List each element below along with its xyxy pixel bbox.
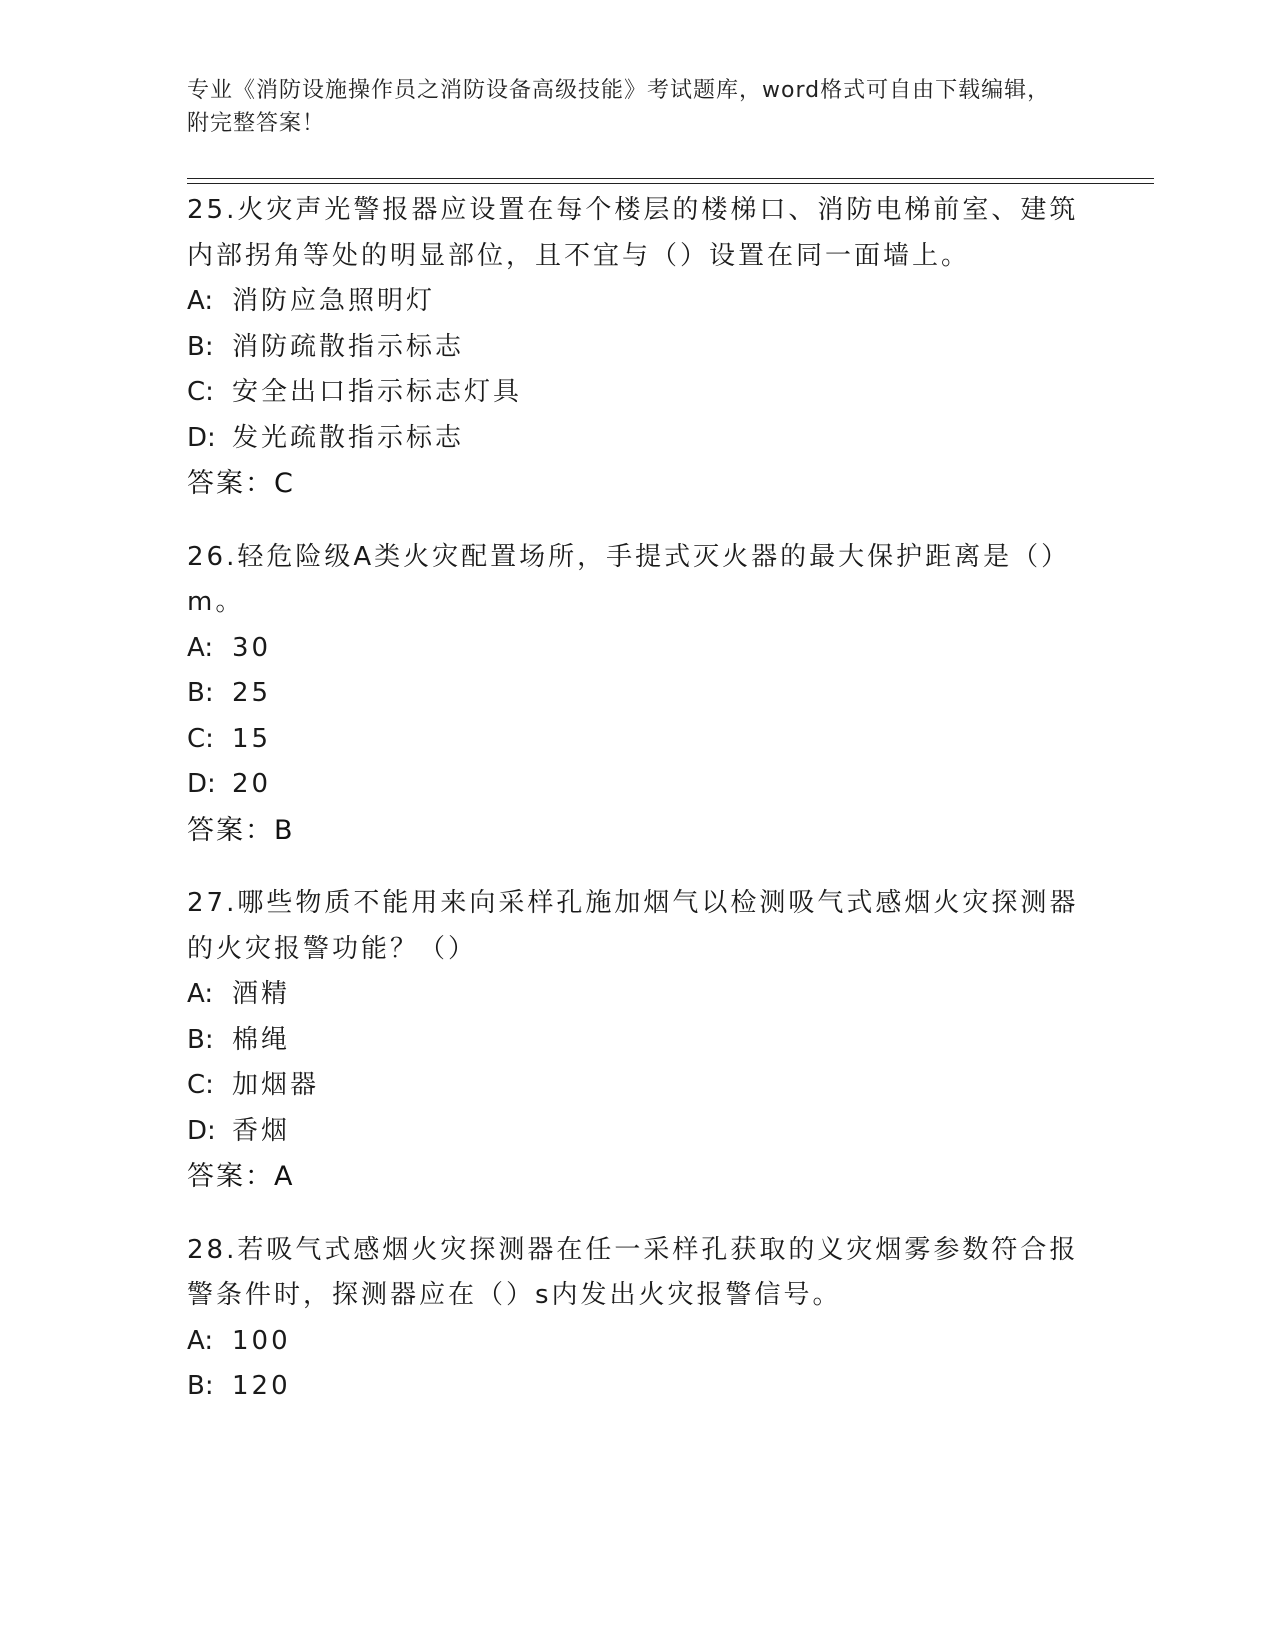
option-letter: C: <box>187 723 214 754</box>
header-note: 专业《消防设施操作员之消防设备高级技能》考试题库，word格式可自由下载编辑，附完整答案！ <box>187 78 1051 136</box>
option-text: 发光疏散指示标志 <box>232 422 465 453</box>
option-letter: C: <box>187 1070 214 1100</box>
question-stem: 26.轻危险级A类火灾配置场所，手提式灭火器的最大保护距离是（）m。 <box>187 541 1071 617</box>
option-letter: C: <box>187 377 214 407</box>
option-a <box>187 626 1087 672</box>
option-a <box>187 1319 1087 1365</box>
option-c <box>187 717 1087 763</box>
option-letter: B: <box>187 1024 214 1055</box>
option-text: 25 <box>232 678 272 708</box>
option-letter: A: <box>187 1325 214 1356</box>
option-text: 20 <box>232 769 272 799</box>
option-text: 120 <box>232 1371 291 1401</box>
option-text: 加烟器 <box>232 1070 320 1100</box>
answer-line: 答案：C <box>187 468 295 499</box>
option-text: 100 <box>232 1325 291 1356</box>
option-d <box>187 762 1087 808</box>
option-letter: B: <box>187 331 214 362</box>
option-text: 安全出口指示标志灯具 <box>232 377 523 407</box>
option-b <box>187 671 1087 717</box>
question-27 <box>187 881 1087 1200</box>
question-25 <box>187 188 1087 507</box>
option-letter: A: <box>187 979 214 1009</box>
question-26 <box>187 535 1087 854</box>
option-b <box>187 1018 1087 1064</box>
option-text: 酒精 <box>232 979 291 1009</box>
option-text: 30 <box>232 632 272 663</box>
question-stem: 28.若吸气式感烟火灾探测器在任一采样孔获取的义灾烟雾参数符合报警条件时，探测器应在（）s内发出火灾报警信号。 <box>187 1234 1079 1310</box>
option-b <box>187 325 1087 371</box>
answer-line: 答案：A <box>187 1161 295 1192</box>
question-list <box>187 188 1087 1438</box>
answer-line: 答案：B <box>187 814 295 846</box>
option-letter: D: <box>187 1115 216 1146</box>
option-d <box>187 416 1087 462</box>
header-rule-bottom <box>187 183 1154 184</box>
question-stem: 27.哪些物质不能用来向采样孔施加烟气以检测吸气式感烟火灾探测器的火灾报警功能？（） <box>187 888 1079 964</box>
option-letter: B: <box>187 1371 214 1401</box>
option-letter: A: <box>187 286 214 316</box>
option-text: 消防疏散指示标志 <box>232 331 465 362</box>
option-a <box>187 279 1087 325</box>
option-text: 消防应急照明灯 <box>232 286 436 316</box>
question-28 <box>187 1228 1087 1410</box>
option-c <box>187 1063 1087 1109</box>
option-b <box>187 1364 1087 1410</box>
option-d <box>187 1109 1087 1155</box>
option-letter: D: <box>187 422 216 453</box>
option-letter: D: <box>187 769 216 799</box>
header-rule-top <box>187 178 1154 179</box>
option-text: 棉绳 <box>232 1024 291 1055</box>
question-stem: 25.火灾声光警报器应设置在每个楼层的楼梯口、消防电梯前室、建筑内部拐角等处的明显部位，且不宜与（）设置在同一面墙上。 <box>187 195 1079 271</box>
option-a <box>187 972 1087 1018</box>
option-letter: B: <box>187 678 214 708</box>
option-text: 15 <box>232 723 272 754</box>
option-letter: A: <box>187 632 214 663</box>
option-text: 香烟 <box>232 1115 291 1146</box>
option-c <box>187 370 1087 416</box>
